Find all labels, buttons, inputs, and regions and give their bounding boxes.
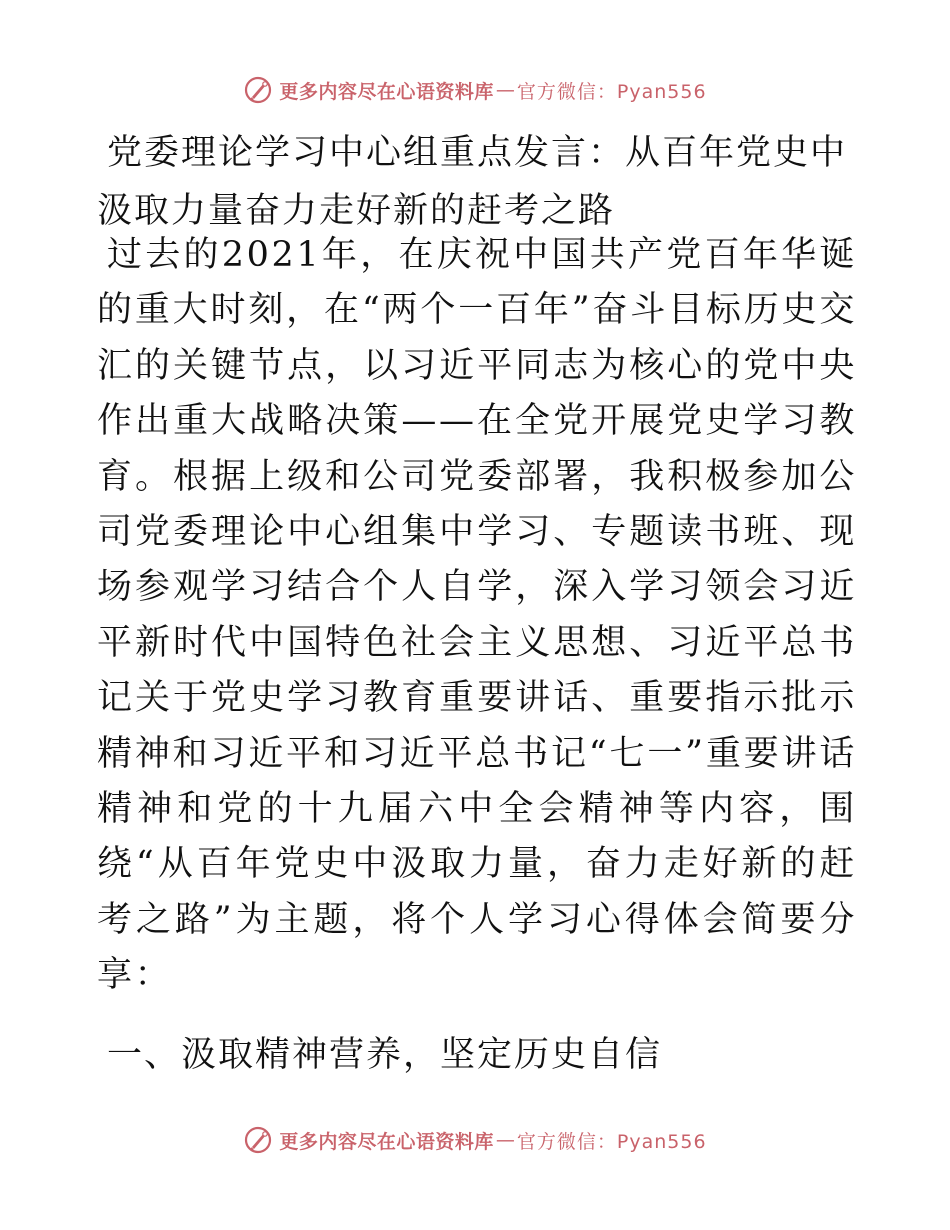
watermark-account-text: 官方微信：Pyan556 — [516, 1130, 707, 1153]
watermark-banner-bottom — [0, 1120, 950, 1160]
body-paragraph: 过去的2021年，在庆祝中国共产党百年华诞的重大时刻，在“两个一百年”奋斗目标历史交汇的关键节点，以习近平同志为核心的党中央作出重大战略决策——在全党开展党史学习教育。根据上级和公司党委部署，我积极参加公司党委理论中心组集中学习、专题读书班、现场参观学习结合个人自学，深入学习领会习近平新时代中国特色社会主义思想、习近平总书记关于党史学习教育重要讲话、重要指示批示精神和习近平和习近平总书记“七一”重要讲话精神和党的十九届六中全会精神等内容，围绕“从百年党史中汲取力量，奋力走好新的赶考之路”为主题，将个人学习心得体会简要分享： — [97, 235, 857, 996]
watermark-brand-text: 更多内容尽在心语资料库 — [279, 80, 494, 103]
watermark-banner-top — [0, 70, 950, 110]
section-heading: 一、汲取精神营养，坚定历史自信 — [107, 1035, 663, 1075]
watermark-account-text: 官方微信：Pyan556 — [516, 80, 707, 103]
watermark-separator: — — [495, 79, 515, 101]
quill-pen-logo-icon — [243, 1125, 273, 1155]
watermark-separator: — — [495, 1129, 515, 1151]
document-title: 党委理论学习中心组重点发言：从百年党史中汲取力量奋力走好新的赶考之路 — [97, 133, 848, 231]
quill-pen-logo-icon — [243, 75, 273, 105]
watermark-brand-text: 更多内容尽在心语资料库 — [279, 1130, 494, 1153]
